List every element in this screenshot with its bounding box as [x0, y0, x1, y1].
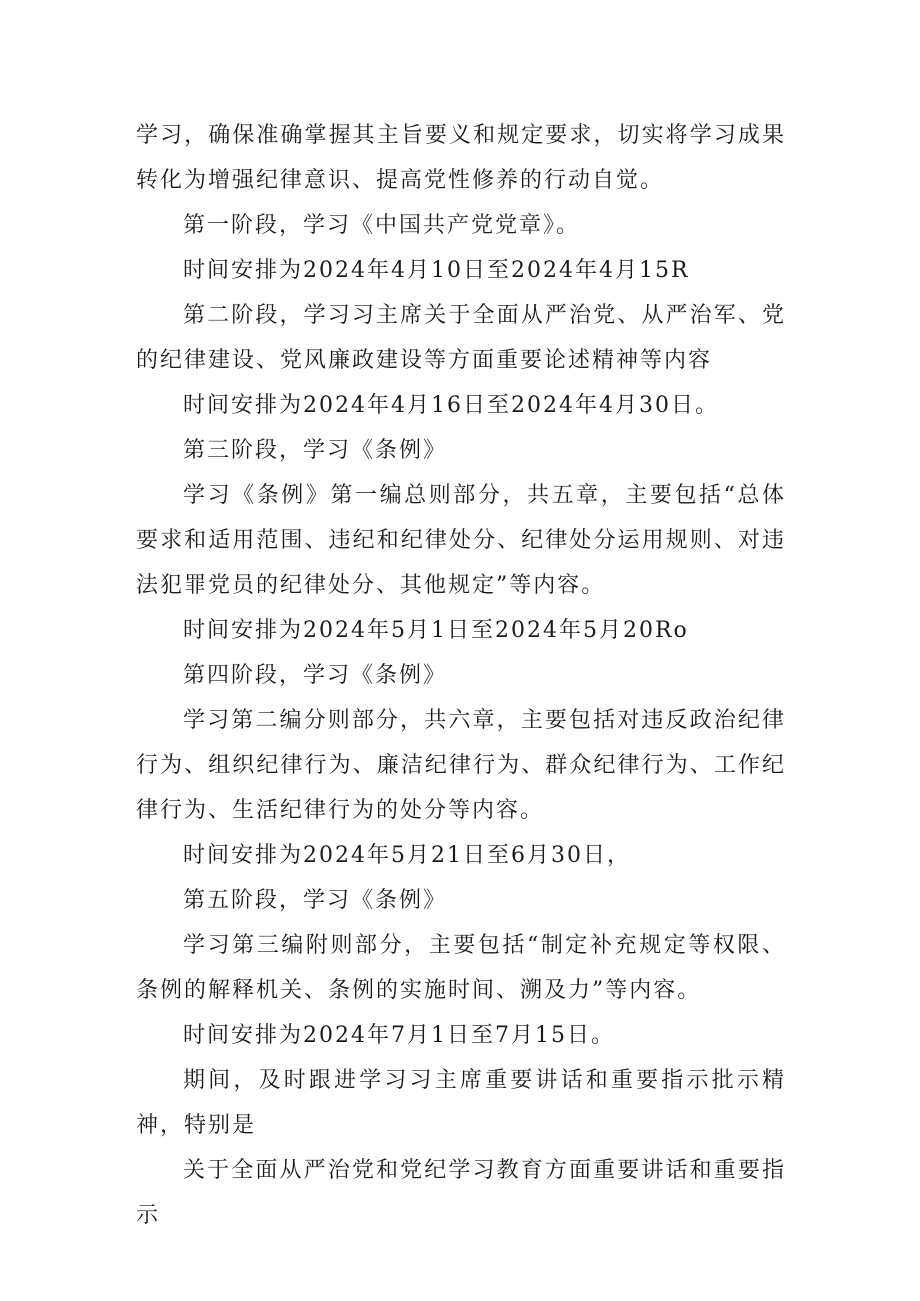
paragraph-16: 关于全面从严治党和党纪学习教育方面重要讲话和重要指示 [136, 1158, 786, 1228]
paragraph-4: 第二阶段，学习习主席关于全面从严治党、从严治军、党的纪律建设、党风廉政建设等方面重要论述精神等内容 [136, 303, 786, 373]
paragraph-2: 第一阶段，学习《中国共产党党章》。 [183, 213, 581, 238]
paragraph-14: 时间安排为2024年7月1日至7月15日。 [183, 1023, 615, 1048]
paragraph-1: 学习，确保准确掌握其主旨要义和规定要求，切实将学习成果转化为增强纪律意识、提高党性修养的行动自觉。 [136, 123, 786, 193]
paragraph-8: 时间安排为2024年5月1日至2024年5月20Ro [183, 618, 689, 643]
paragraph-3: 时间安排为2024年4月10日至2024年4月15R [183, 258, 690, 283]
paragraph-10: 学习第二编分则部分，共六章，主要包括对违反政治纪律行为、组织纪律行为、廉洁纪律行为、群众纪律行为、工作纪律行为、生活纪律行为的处分等内容。 [136, 708, 786, 823]
paragraph-7: 学习《条例》第一编总则部分，共五章，主要包括“总体要求和适用范围、违纪和纪律处分、纪律处分运用规则、对违法犯罪党员的纪律处分、其他规定”等内容。 [136, 483, 786, 598]
paragraph-15: 期间，及时跟进学习习主席重要讲话和重要指示批示精神，特别是 [136, 1068, 786, 1138]
paragraph-13: 学习第三编附则部分，主要包括“制定补充规定等权限、条例的解释机关、条例的实施时间、溯及力”等内容。 [136, 933, 786, 1003]
paragraph-11: 时间安排为2024年5月21日至6月30日， [183, 843, 631, 868]
paragraph-6: 第三阶段，学习《条例》 [183, 438, 448, 463]
paragraph-5: 时间安排为2024年4月16日至2024年4月30日。 [183, 393, 719, 418]
paragraph-12: 第五阶段，学习《条例》 [183, 888, 448, 913]
paragraph-9: 第四阶段，学习《条例》 [183, 663, 448, 688]
